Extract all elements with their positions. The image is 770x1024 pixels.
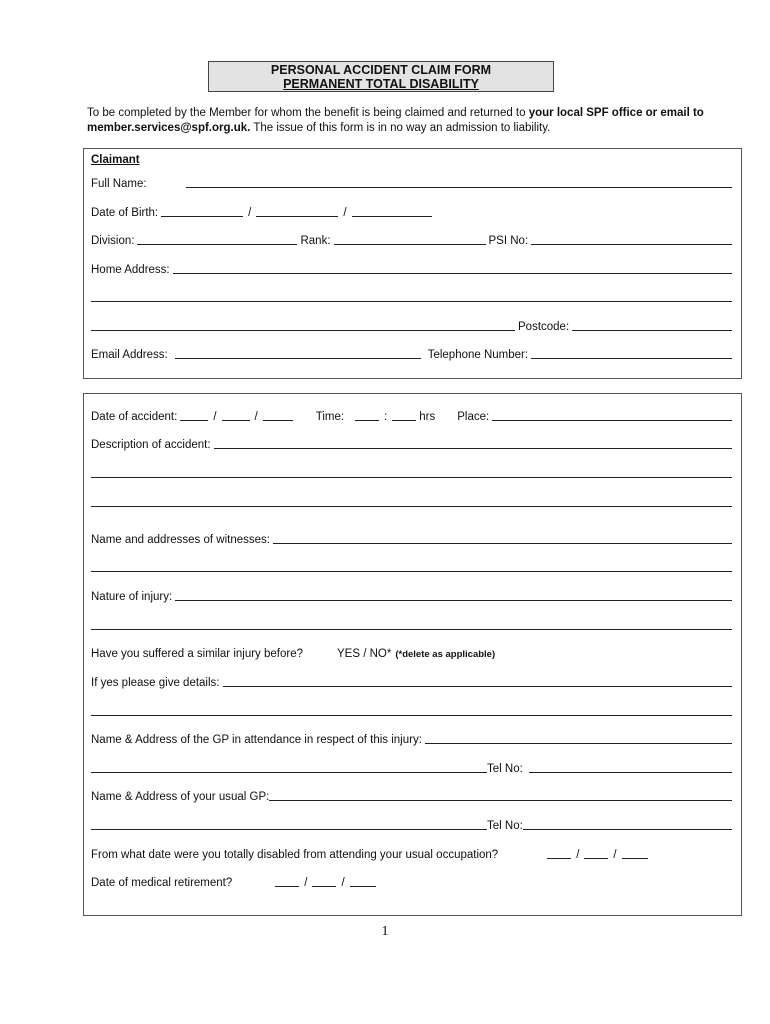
- place-field[interactable]: [492, 420, 732, 421]
- intro-text-part1: To be completed by the Member for whom the benefit is being claimed and returned to: [87, 107, 529, 119]
- home-address-field-3[interactable]: [91, 330, 515, 331]
- gp-attendance-row: [91, 732, 735, 746]
- retirement-date-separator: /: [341, 877, 345, 889]
- full-name-row: [91, 176, 735, 190]
- intro-text-part2: The issue of this form is in no way an admission to liability.: [250, 122, 551, 134]
- accident-month-field[interactable]: [222, 420, 250, 421]
- accident-date-label: Date of accident:: [91, 411, 178, 423]
- postcode-row: [91, 319, 735, 333]
- accident-section: [83, 393, 742, 916]
- witnesses-field-2[interactable]: [91, 571, 732, 572]
- accident-date-separator: /: [213, 411, 217, 423]
- gp-tel-row: [91, 761, 735, 775]
- delete-note: (*delete as applicable): [395, 649, 496, 660]
- disabled-year-field[interactable]: [622, 858, 648, 859]
- dob-row: [91, 205, 735, 219]
- details-field-2[interactable]: [91, 715, 732, 716]
- gp-attendance-field[interactable]: [425, 743, 732, 744]
- accident-date-separator: /: [254, 411, 258, 423]
- dob-label: Date of Birth:: [91, 207, 159, 219]
- disabled-date-label: From what date were you totally disabled from attending your usual occupation?: [91, 849, 499, 861]
- usual-gp-field[interactable]: [269, 800, 732, 801]
- rank-field[interactable]: [334, 244, 486, 245]
- witnesses-field[interactable]: [273, 543, 732, 544]
- intro-text: [87, 106, 737, 136]
- division-field[interactable]: [137, 244, 297, 245]
- injury-row: [91, 589, 735, 603]
- details-label: If yes please give details:: [91, 677, 220, 689]
- telephone-label: Telephone Number:: [427, 349, 529, 361]
- home-address-row: [91, 262, 735, 276]
- witnesses-row: [91, 532, 735, 546]
- usual-gp-label: Name & Address of your usual GP:: [91, 791, 270, 803]
- email-label: Email Address:: [91, 349, 168, 361]
- contact-row: [91, 347, 735, 361]
- email-field[interactable]: [175, 358, 421, 359]
- full-name-field[interactable]: [186, 187, 732, 188]
- retirement-row: [91, 875, 735, 889]
- home-address-label: Home Address:: [91, 264, 170, 276]
- description-field[interactable]: [214, 448, 732, 449]
- gp-tel-field[interactable]: [529, 772, 732, 773]
- similar-injury-label: Have you suffered a similar injury before?: [91, 648, 304, 660]
- usual-gp-field-2[interactable]: [91, 829, 487, 830]
- usual-gp-tel-row: [91, 818, 735, 832]
- place-label: Place:: [457, 411, 490, 423]
- dob-year-field[interactable]: [352, 216, 432, 217]
- disabled-date-separator: /: [613, 849, 617, 861]
- time-label: Time:: [315, 411, 345, 423]
- disabled-month-field[interactable]: [584, 858, 608, 859]
- retirement-label: Date of medical retirement?: [91, 877, 233, 889]
- claimant-heading: Claimant: [91, 154, 140, 166]
- home-address-field[interactable]: [173, 273, 732, 274]
- witnesses-label: Name and addresses of witnesses:: [91, 534, 270, 546]
- dob-day-field[interactable]: [161, 216, 243, 217]
- disabled-date-separator: /: [576, 849, 580, 861]
- time-hours-field[interactable]: [355, 420, 379, 421]
- usual-gp-row: [91, 789, 735, 803]
- details-field[interactable]: [223, 686, 733, 687]
- postcode-label: Postcode:: [518, 321, 570, 333]
- injury-field[interactable]: [175, 600, 732, 601]
- description-label: Description of accident:: [91, 439, 211, 451]
- form-title: [208, 61, 554, 92]
- details-row: [91, 675, 735, 689]
- dob-separator: /: [248, 207, 252, 219]
- retirement-day-field[interactable]: [275, 886, 299, 887]
- form-title-line2: PERMANENT TOTAL DISABILITY: [283, 77, 479, 91]
- time-minutes-field[interactable]: [392, 420, 416, 421]
- gp-attendance-label: Name & Address of the GP in attendance in respect of this injury:: [91, 734, 422, 746]
- disabled-date-row: [91, 847, 735, 861]
- retirement-date-separator: /: [304, 877, 308, 889]
- time-separator: :: [384, 411, 388, 423]
- usual-gp-tel-field[interactable]: [523, 829, 732, 830]
- dob-separator: /: [343, 207, 347, 219]
- gp-tel-label: Tel No:: [487, 763, 523, 775]
- rank-label: Rank:: [300, 235, 331, 247]
- accident-year-field[interactable]: [263, 420, 293, 421]
- accident-day-field[interactable]: [180, 420, 208, 421]
- description-field-3[interactable]: [91, 506, 732, 507]
- description-field-2[interactable]: [91, 477, 732, 478]
- retirement-month-field[interactable]: [312, 886, 336, 887]
- telephone-field[interactable]: [531, 358, 732, 359]
- description-row: [91, 437, 735, 451]
- injury-label: Nature of injury:: [91, 591, 173, 603]
- home-address-field-2[interactable]: [91, 301, 732, 302]
- page-number: 1: [381, 924, 389, 939]
- claimant-section: [83, 148, 742, 379]
- hrs-label: hrs: [419, 411, 436, 423]
- similar-injury-row: [91, 646, 735, 660]
- yes-no-option[interactable]: YES / NO*: [337, 648, 392, 660]
- division-label: Division:: [91, 235, 135, 247]
- retirement-year-field[interactable]: [350, 886, 376, 887]
- division-row: [91, 233, 735, 247]
- usual-gp-tel-label: Tel No:: [487, 820, 523, 832]
- form-title-line1: PERSONAL ACCIDENT CLAIM FORM: [270, 63, 492, 77]
- intro-text-bold: your local SPF office or email to member.services@spf.org.uk.: [87, 107, 704, 134]
- postcode-field[interactable]: [572, 330, 732, 331]
- injury-field-2[interactable]: [91, 629, 732, 630]
- gp-attendance-field-2[interactable]: [91, 772, 487, 773]
- dob-month-field[interactable]: [256, 216, 338, 217]
- disabled-day-field[interactable]: [547, 858, 571, 859]
- psi-field[interactable]: [531, 244, 732, 245]
- psi-label: PSI No:: [488, 235, 529, 247]
- full-name-label: Full Name:: [91, 178, 147, 190]
- accident-date-row: [91, 409, 735, 423]
- home-address-row-2: [91, 290, 735, 304]
